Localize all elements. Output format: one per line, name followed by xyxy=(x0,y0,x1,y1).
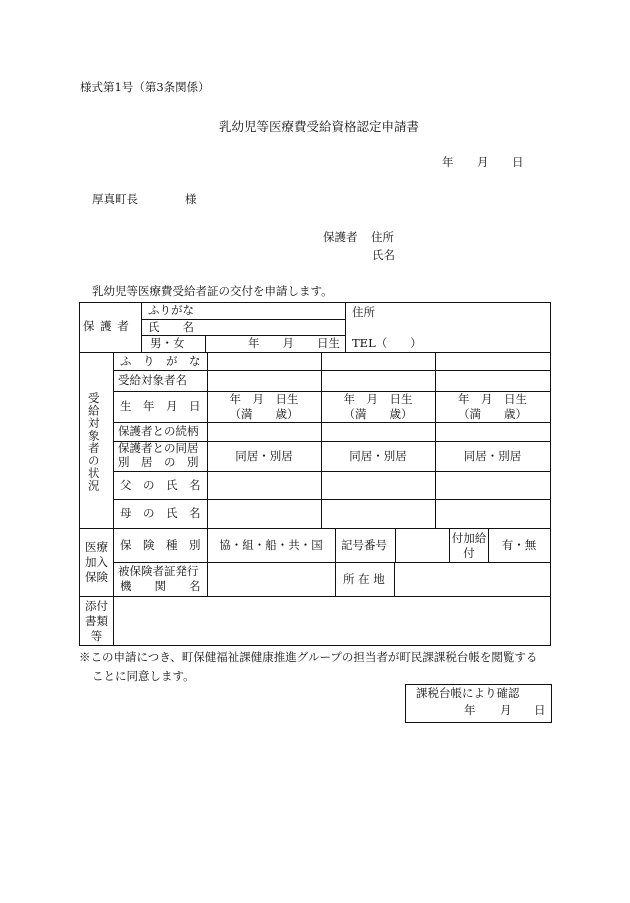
applicant-role: 保護者 xyxy=(323,230,358,244)
subject-furigana-label: ふ り が な xyxy=(120,354,201,368)
tax-confirmation-box: 課税台帳により確認 年 月 日 xyxy=(405,684,552,723)
subject-section-label: 受給対象者の状況 xyxy=(86,392,101,492)
issuer-label-2: 機 関 名 xyxy=(120,579,201,593)
insurance-section-label: 医療加入保険 xyxy=(85,540,108,584)
honorific: 様 xyxy=(185,192,197,206)
subject-father-label: 父 の 氏 名 xyxy=(120,478,201,492)
attachments-label: 添付書類等 xyxy=(85,599,108,643)
subject-2-cohab: 同居・別居 xyxy=(349,449,407,463)
subject-3-birth: 年 月 日生 xyxy=(458,392,527,406)
additional-benefit-label: 付加給付 xyxy=(451,531,487,560)
issuer-location-label: 所 在 地 xyxy=(343,572,385,586)
guardian-tel-label: TEL（ ） xyxy=(352,336,422,350)
guardian-name-label: 氏 名 xyxy=(148,320,194,334)
subject-name-label: 受給対象者名 xyxy=(118,373,187,387)
subject-2-age: （満 歳） xyxy=(343,407,413,421)
applicant-name-label: 氏名 xyxy=(372,248,395,262)
subject-3-age: （満 歳） xyxy=(458,407,527,421)
insurance-type-value: 協・組・船・共・国 xyxy=(219,538,323,552)
subject-3-cohab: 同居・別居 xyxy=(463,449,522,463)
symbol-number-label: 記号番号 xyxy=(341,538,387,552)
subject-cohab-label-2: 別 居 の 別 xyxy=(118,455,199,469)
subject-birth-label: 生 年 月 日 xyxy=(120,399,201,413)
issuer-label-1: 被保険者証発行 xyxy=(118,564,199,578)
guardian-label: 保 護 者 xyxy=(83,319,130,333)
addressee: 厚真町長 xyxy=(92,192,138,206)
consent-line-2: ことに同意します。 xyxy=(92,669,195,683)
subject-1-age: （満 歳） xyxy=(229,407,299,421)
subject-cohab-label-1: 保護者との同居 xyxy=(118,441,199,455)
subject-relation-label: 保護者との続柄 xyxy=(118,424,199,438)
guardian-furigana-label: ふりがな xyxy=(148,303,194,317)
form-number: 様式第1号（第3条関係） xyxy=(80,80,210,94)
guardian-birth-date: 年 月 日生 xyxy=(248,336,340,350)
document-title: 乳幼児等医療費受給資格認定申請書 xyxy=(219,119,420,134)
applicant-address-label: 住所 xyxy=(371,230,394,244)
tax-confirmation-title: 課税台帳により確認 xyxy=(416,686,520,700)
subject-1-birth: 年 月 日生 xyxy=(229,392,299,406)
subject-mother-label: 母 の 氏 名 xyxy=(120,506,201,520)
subject-2-birth: 年 月 日生 xyxy=(343,392,413,406)
consent-line-1: ※この申請につき、町保健福祉課健康推進グループの担当者が町民課課税台帳を閲覧する xyxy=(79,650,538,664)
guardian-address-label: 住所 xyxy=(352,305,375,319)
subject-1-cohab: 同居・別居 xyxy=(235,449,293,463)
guardian-sex: 男・女 xyxy=(150,336,185,350)
insurance-type-label: 保 険 種 別 xyxy=(120,538,201,552)
additional-benefit-value: 有・無 xyxy=(501,538,537,552)
intro-text: 乳幼児等医療費受給者証の交付を申請します。 xyxy=(92,284,333,298)
